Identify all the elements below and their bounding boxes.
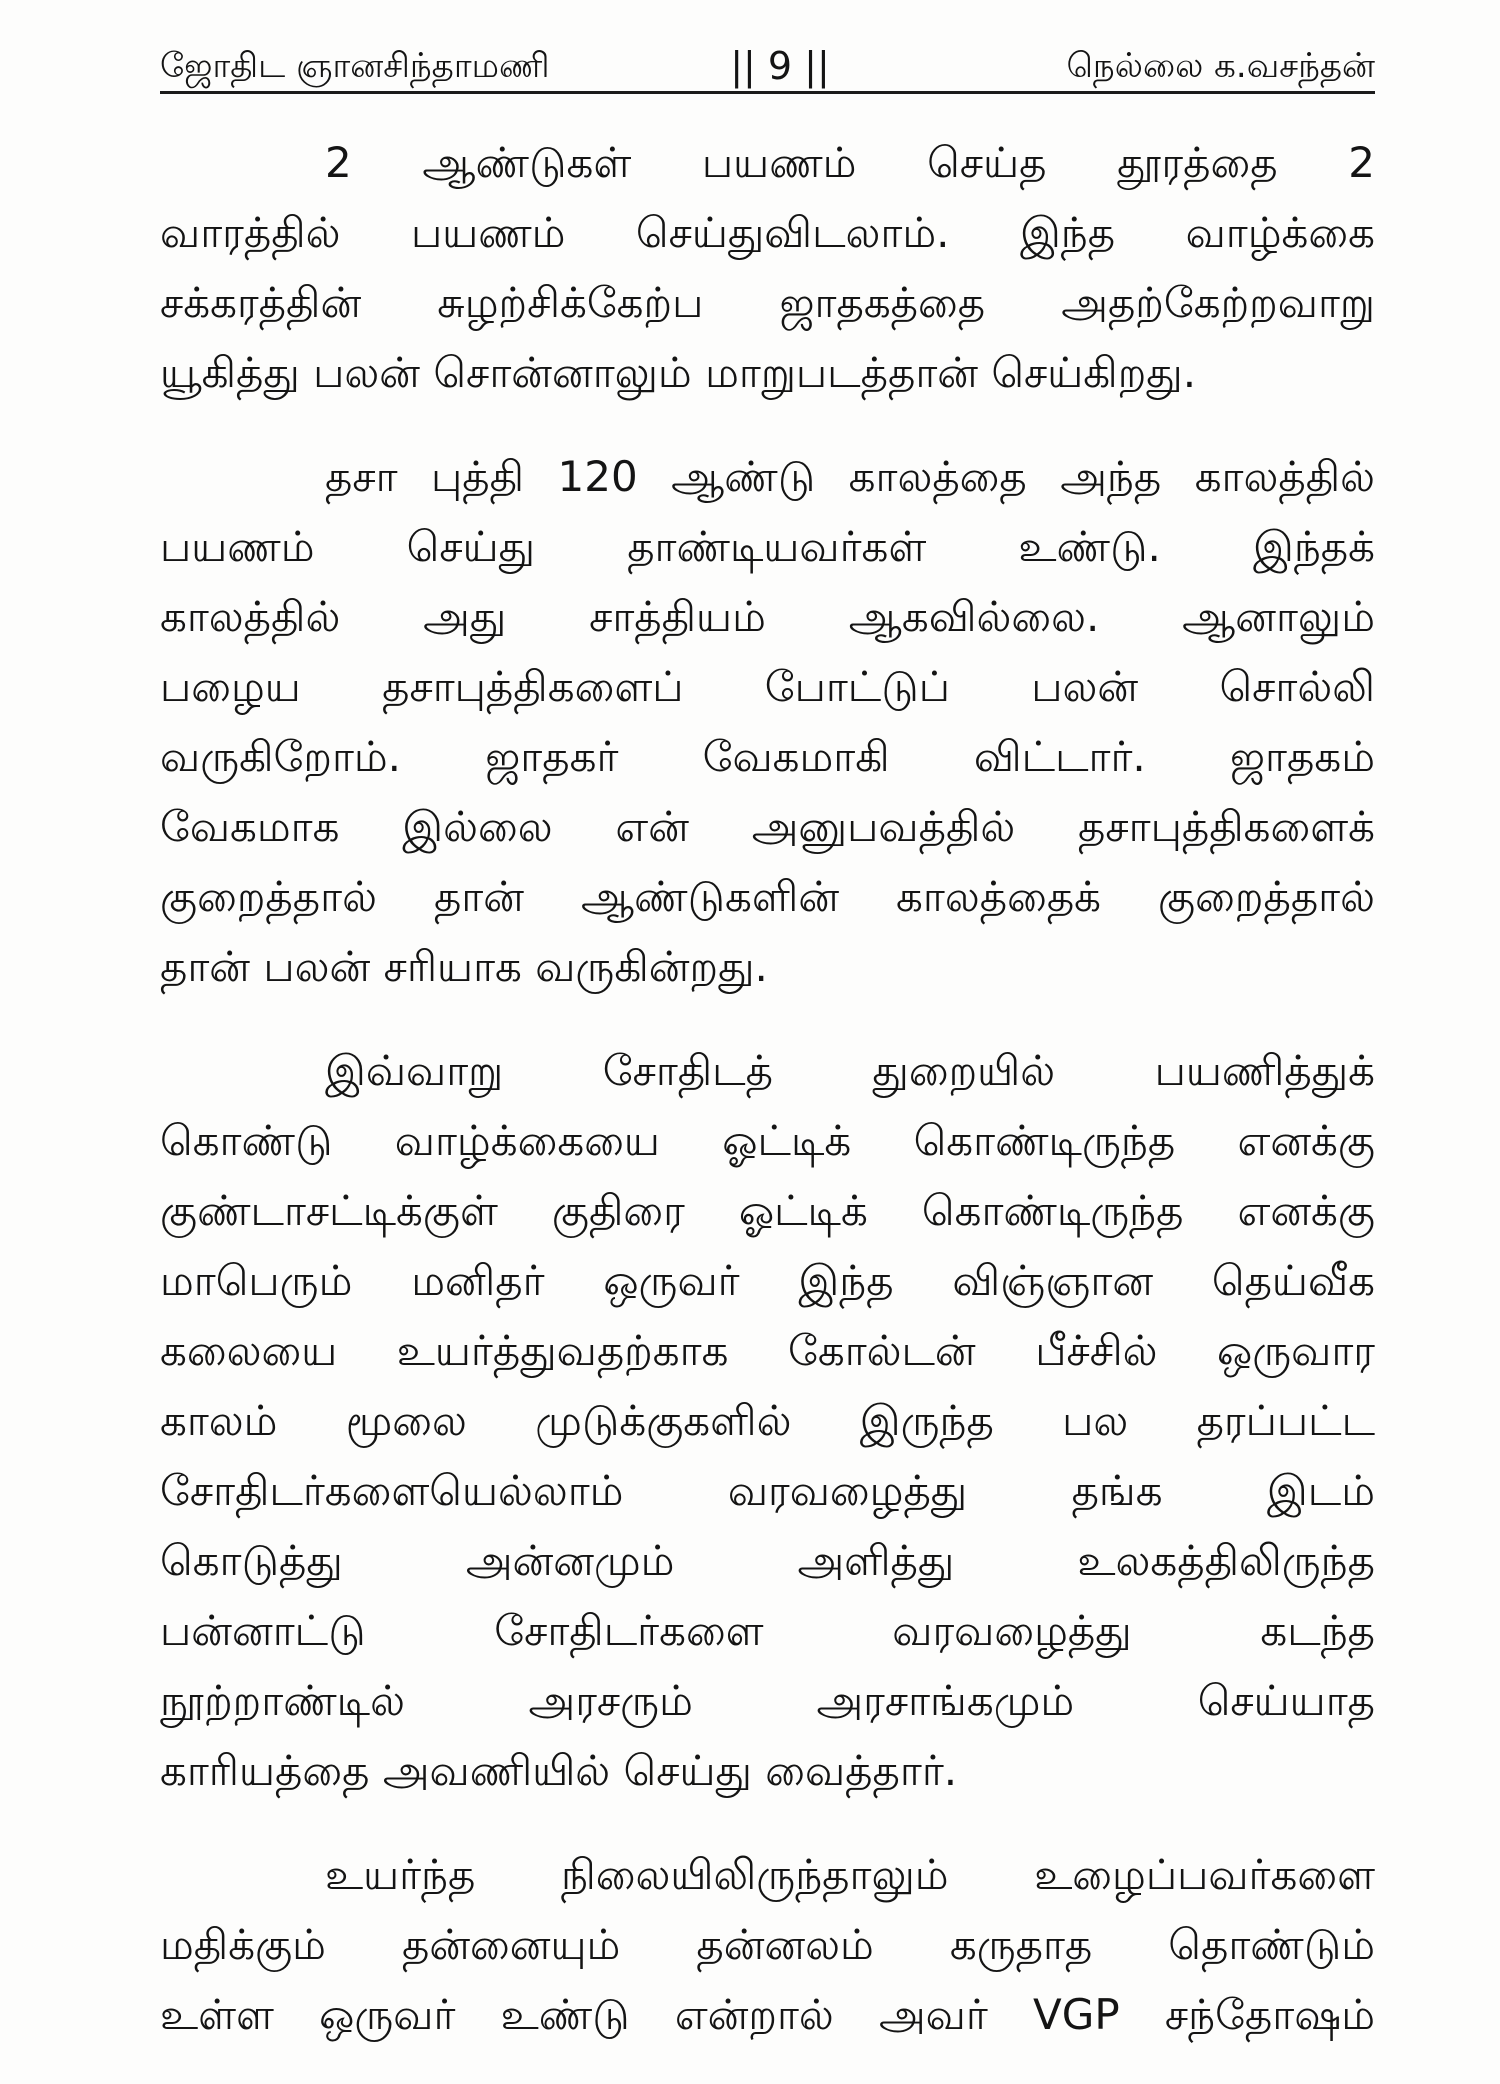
text-line: வருகிறோம். ஜாதகர் வேகமாகி விட்டார். ஜாதகம் (160, 732, 1375, 781)
text-line: குண்டாசட்டிக்குள் குதிரை ஓட்டிக் கொண்டிருந்த எனக்கு (160, 1186, 1375, 1235)
header-rule (160, 91, 1375, 94)
text-line: வாரத்தில் பயணம் செய்துவிடலாம். இந்த வாழ்க்கை (160, 208, 1375, 257)
text-line: உயர்ந்த நிலையிலிருந்தாலும் உழைப்பவர்களை (325, 1850, 1375, 1899)
paragraph-1 (160, 128, 1375, 408)
text-line: தான் பலன் சரியாக வருகின்றது. (160, 942, 768, 991)
text-line: கொண்டு வாழ்க்கையை ஓட்டிக் கொண்டிருந்த எனக்கு (160, 1116, 1375, 1165)
text-line: நூற்றாண்டில் அரசரும் அரசாங்கமும் செய்யாத (160, 1676, 1375, 1725)
text-line: தசா புத்தி 120 ஆண்டு காலத்தை அந்த காலத்தில் (325, 452, 1375, 501)
text-line: பழைய தசாபுத்திகளைப் போட்டுப் பலன் சொல்லி (160, 662, 1375, 711)
text-line: பயணம் செய்து தாண்டியவர்கள் உண்டு. இந்தக் (160, 522, 1375, 571)
paragraph-3 (160, 1036, 1375, 1806)
text-line: கொடுத்து அன்னமும் அளித்து உலகத்திலிருந்த (160, 1536, 1375, 1585)
text-line: இவ்வாறு சோதிடத் துறையில் பயணித்துக் (325, 1046, 1375, 1095)
text-line: சக்கரத்தின் சுழற்சிக்கேற்ப ஜாதகத்தை அதற்கேற்றவாறு (160, 278, 1375, 327)
text-line: கலையை உயர்த்துவதற்காக கோல்டன் பீச்சில் ஒருவார (160, 1326, 1375, 1375)
text-line: மாபெரும் மனிதர் ஒருவர் இந்த விஞ்ஞான தெய்வீக (160, 1256, 1375, 1305)
text-line: வேகமாக இல்லை என் அனுபவத்தில் தசாபுத்திகளைக் (160, 802, 1375, 851)
page-number: || 9 || (730, 44, 830, 88)
paragraph-4 (160, 1840, 1375, 2050)
text-line: யூகித்து பலன் சொன்னாலும் மாறுபடத்தான் செய்கிறது. (160, 348, 1197, 397)
text-line: காரியத்தை அவணியில் செய்து வைத்தார். (160, 1746, 958, 1795)
text-line: காலம் மூலை முடுக்குகளில் இருந்த பல தரப்பட்ட (160, 1396, 1375, 1445)
paragraph-2 (160, 442, 1375, 1002)
running-header (160, 40, 1375, 92)
text-line: பன்னாட்டு சோதிடர்களை வரவழைத்து கடந்த (160, 1606, 1375, 1655)
text-line: காலத்தில் அது சாத்தியம் ஆகவில்லை. ஆனாலும் (160, 592, 1375, 641)
body-text (160, 128, 1375, 2084)
book-title: ஜோதிட ஞானசிந்தாமணி (160, 46, 550, 86)
text-line: உள்ள ஒருவர் உண்டு என்றால் அவர் VGP சந்தோஷம் (160, 1990, 1375, 2039)
author-name: நெல்லை க.வசந்தன் (1066, 46, 1375, 86)
text-line: சோதிடர்களையெல்லாம் வரவழைத்து தங்க இடம் (160, 1466, 1375, 1515)
text-line: மதிக்கும் தன்னையும் தன்னலம் கருதாத தொண்டும் (160, 1920, 1375, 1969)
text-line: குறைத்தால் தான் ஆண்டுகளின் காலத்தைக் குறைத்தால் (160, 872, 1375, 921)
text-line: 2 ஆண்டுகள் பயணம் செய்த தூரத்தை 2 (325, 138, 1375, 187)
